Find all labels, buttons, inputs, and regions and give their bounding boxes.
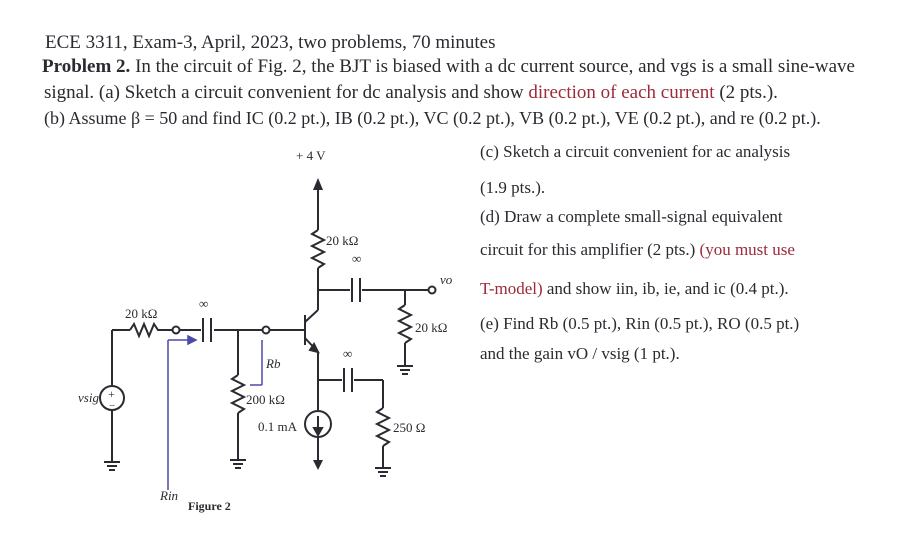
cap-in-inf: ∞ — [199, 296, 209, 311]
rb-marker-label: Rb — [266, 356, 281, 371]
vsig-label: vsig — [78, 390, 99, 405]
vo-terminal — [429, 287, 436, 294]
rb-resistor — [232, 375, 244, 413]
part-b-text: (b) Assume β = 50 and find IC (0.2 pt.), IB (0.2 pt.), VC (0.2 pt.), VB (0.2 pt.), VE (0.2 pt.), and re (0.2 pt.). — [44, 108, 821, 128]
re-resistor — [377, 408, 389, 446]
part-d-highlight-2: T-model) — [480, 279, 543, 298]
part-c-line1: (c) Sketch a circuit convenient for ac analysis — [480, 142, 791, 161]
rsig-label: 20 kΩ — [125, 306, 158, 321]
isrc-label: 0.1 mA — [258, 419, 297, 434]
figure-caption: Figure 2 — [188, 499, 231, 513]
rc-resistor — [312, 230, 324, 268]
part-a-points: (2 pts.). — [714, 82, 778, 103]
part-a-text: signal. (a) Sketch a circuit convenient for dc analysis and show — [44, 82, 529, 103]
problem-text: In the circuit of Fig. 2, the BJT is biased with a dc current source, and vgs is a small sine-wave — [130, 56, 855, 77]
svg-text:−: − — [109, 400, 116, 412]
rsig-resistor — [130, 324, 160, 336]
part-d-text-2: and show iin, ib, ie, and ic (0.4 pt.). — [542, 279, 789, 298]
part-d-line1: (d) Draw a complete small-signal equivalent — [480, 207, 783, 226]
cap-out-inf: ∞ — [352, 251, 362, 266]
rl-resistor — [399, 305, 411, 343]
vo-label: vo — [440, 272, 453, 287]
part-a-highlight: direction of each current — [528, 82, 715, 103]
part-e-line1: (e) Find Rb (0.5 pt.), Rin (0.5 pt.), RO (0.5 pt.) — [480, 314, 800, 333]
supply-label: + 4 V — [296, 148, 326, 163]
problem-label: Problem 2. — [42, 56, 131, 77]
rin-label: Rin — [160, 488, 179, 503]
base-node — [263, 327, 270, 334]
cap-e-inf: ∞ — [343, 346, 353, 361]
part-e-line2: and the gain vO / vsig (1 pt.). — [480, 344, 680, 363]
re-label: 250 Ω — [393, 420, 426, 435]
exam-title: ECE 3311, Exam-3, April, 2023, two problems, 70 minutes — [45, 32, 496, 53]
rl-label: 20 kΩ — [415, 320, 448, 335]
rb-label: 200 kΩ — [246, 392, 285, 407]
part-d-text: circuit for this amplifier (2 pts.) — [480, 240, 700, 259]
rc-label: 20 kΩ — [326, 233, 359, 248]
svg-text:+: + — [108, 387, 115, 401]
part-c-line2: (1.9 pts.). — [480, 178, 546, 197]
supply-arrow — [313, 178, 323, 190]
input-node — [173, 327, 180, 334]
part-d-highlight: (you must use — [699, 240, 795, 259]
